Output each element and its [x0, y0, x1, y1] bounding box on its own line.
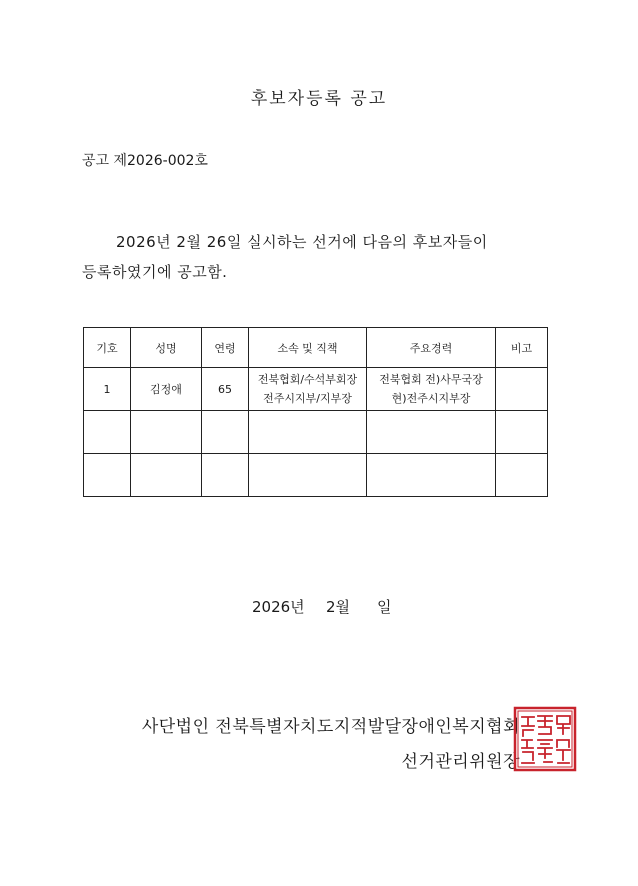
position-line-2: 전주시지부/지부장	[263, 392, 352, 405]
date-year: 2026년	[252, 598, 305, 616]
header-career: 주요경력	[367, 328, 496, 368]
header-no: 기호	[84, 328, 131, 368]
candidate-table	[83, 327, 548, 497]
official-seal-icon	[513, 706, 577, 772]
table-row-empty	[84, 454, 548, 497]
cell-career	[367, 368, 496, 411]
career-line-1: 전북협회 전)사무국장	[379, 373, 483, 386]
cell-no: 1	[84, 368, 131, 411]
header-name: 성명	[131, 328, 202, 368]
date-day: 일	[377, 598, 392, 616]
cell-position	[249, 368, 367, 411]
career-line-2: 현)전주시지부장	[391, 392, 471, 405]
date-month: 2월	[326, 598, 351, 616]
header-age: 연령	[202, 328, 249, 368]
table-header-row	[84, 328, 548, 368]
cell-age: 65	[202, 368, 249, 411]
table-row-empty	[84, 411, 548, 454]
header-note: 비고	[496, 328, 548, 368]
notice-number: 공고 제2026-002호	[82, 153, 208, 169]
table-row	[84, 368, 548, 411]
committee-chair: 선거관리위원장	[401, 752, 520, 772]
body-text-line-1: 2026년 2월 26일 실시하는 선거에 다음의 후보자들이	[116, 233, 488, 251]
organization-name: 사단법인 전북특별자치도지적발달장애인복지협회	[141, 717, 520, 737]
cell-note	[496, 368, 548, 411]
header-position: 소속 및 직책	[249, 328, 367, 368]
position-line-1: 전북협회/수석부회장	[257, 373, 358, 386]
document-title: 후보자등록 공고	[250, 89, 388, 109]
cell-name: 김정애	[131, 368, 202, 411]
body-text-line-2: 등록하였기에 공고함.	[82, 263, 228, 281]
